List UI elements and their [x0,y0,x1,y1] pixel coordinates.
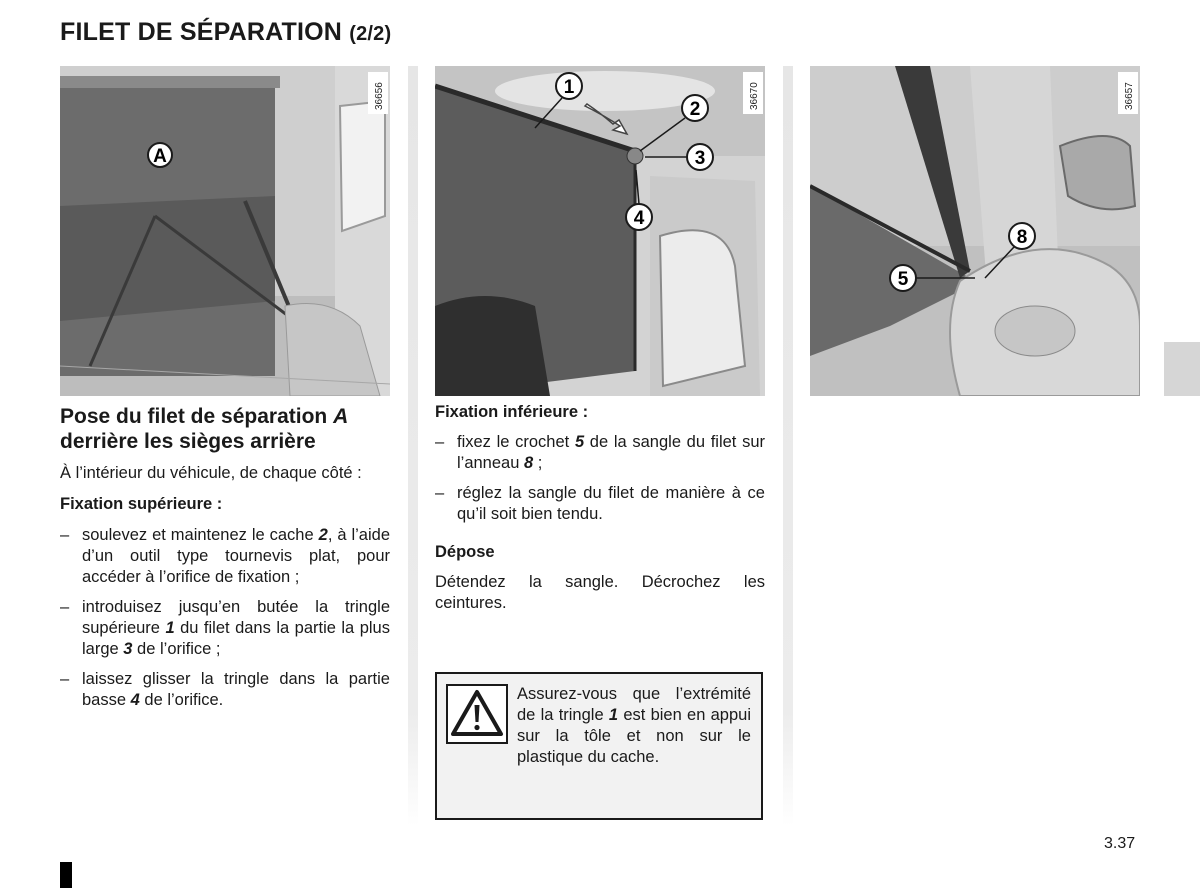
callout-label: 2 [689,99,701,120]
callout-label: 4 [633,208,645,229]
callout-label: 1 [563,77,575,98]
removal-paragraph: Détendez la sangle. Décrochez les ceintures. [435,573,765,612]
item-text: de la sangle du filet sur l’anneau [457,433,765,472]
item-text: ; [533,454,543,472]
column-2-text [435,402,765,614]
item-reference: 4 [130,691,140,709]
heading-text: Pose du filet de séparation [60,405,334,428]
list-item [60,669,390,711]
subheading-upper-fixation: Fixation supérieure : [60,495,223,513]
list-dash: – [435,484,445,502]
item-reference: 1 [165,619,175,637]
item-reference: 5 [574,433,585,451]
list-dash: – [435,433,445,451]
list-item [60,525,390,588]
callout-label: 8 [1016,227,1028,248]
warning-text-part: est bien en appui sur la tôle et non sur le plastique du cache. [517,706,751,766]
warning-text [517,684,751,768]
item-reference: 8 [523,454,534,472]
subheading-lower-fixation: Fixation inférieure : [435,403,589,421]
figure-net-behind-seats [60,66,390,396]
item-text: du filet dans la partie la plus large [82,619,390,658]
page-title-part: (2/2) [349,23,392,45]
page-title-main: FILET DE SÉPARATION [60,18,343,46]
figure-upper-fixation [435,66,765,396]
warning-reference: 1 [608,706,619,724]
column-1-text [60,404,390,711]
item-reference: 3 [123,640,133,658]
item-text: de l’orifice. [139,691,224,709]
list-dash: – [60,598,70,616]
list-dash: – [60,670,70,688]
item-text: soulevez et maintenez le cache [82,526,319,544]
corner-mark [60,862,72,888]
item-reference: 2 [318,526,328,544]
callout-label: 5 [897,269,909,290]
list-dash: – [60,526,70,544]
item-text: laissez glisser la tringle dans la partie basse [82,670,390,709]
section-heading [60,404,390,454]
page-title [60,18,391,47]
intro-paragraph: À l’intérieur du véhicule, de chaque côté : [60,464,362,482]
subheading-removal: Dépose [435,543,495,561]
callout-label: A [153,146,167,167]
figure-reference-number: 36656 [374,82,385,110]
callout-label: 3 [694,148,706,169]
item-text: , à l’aide d’un outil type tournevis plat, pour accéder à l’orifice de fixation ; [82,526,390,586]
item-text: fixez le crochet [457,433,575,451]
figure-reference-number: 36657 [1124,82,1135,110]
figure-lower-fixation [810,66,1140,396]
warning-icon [446,684,508,744]
warning-text-part: Assurez-vous que l’extrémité de la tringle [517,685,751,724]
list-item [60,597,390,660]
list-item [435,432,765,474]
column-divider [783,66,793,826]
figure-reference-number: 36670 [749,82,760,110]
list-item [435,483,765,525]
page-number: 3.37 [1104,835,1136,852]
heading-text: derrière les sièges arrière [60,430,316,453]
item-text: de l’orifice ; [132,640,221,658]
item-text: réglez la sangle du filet de manière à ce qu’il soit bien tendu. [457,484,765,523]
item-text: introduisez jusqu’en butée la tringle supérieure [82,598,390,637]
chapter-tab-marker [1164,342,1200,396]
heading-reference: A [333,405,349,428]
column-divider [408,66,418,826]
